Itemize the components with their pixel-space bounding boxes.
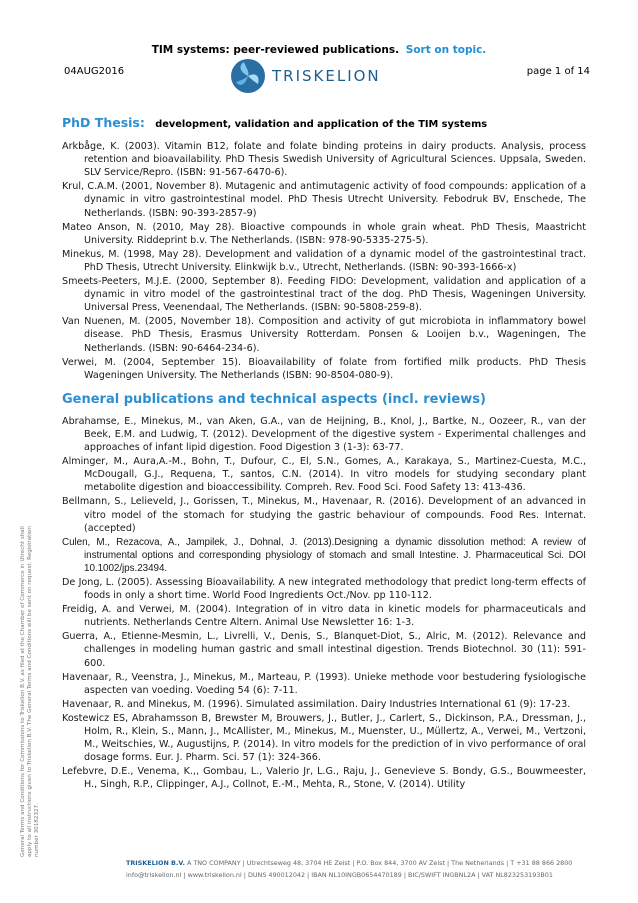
reference-item: Alminger, M., Aura,A.-M., Bohn, T., Dufour, C., El, S.N., Gomes, A., Karakaya, S., Martinez-Cuesta, M.C., McDougall, G.J., Requena, T., santos, C.N. (2014). In vitro models for studying secondary plant metabolite digestion and bioaccessibility. Compreh. Rev. Food Sci. Food Safety 13: 413-436. — [62, 456, 586, 494]
reference-item: Minekus, M. (1998, May 28). Development and validation of a dynamic model of the gastrointestinal tract. PhD Thesis, Utrecht University. Elinkwijk b.v., Utrecht, Netherlands. (ISBN: 90-393-1666-x) — [62, 248, 586, 273]
sort-link[interactable]: Sort on topic. — [405, 44, 487, 56]
phd-heading: PhD Thesis: — [62, 115, 145, 130]
footer-line-2: info@triskelion.nl | www.triskelion.nl | DUNS 490012042 | IBAN NL10INGB0654470189 | BIC/SWIFT INGBNL2A | VAT NL823253193B01 — [126, 870, 553, 879]
reference-item: Kostewicz ES, Abrahamsson B, Brewster M, Brouwers, J., Butler, J., Carlert, S., Dickinson, P.A., Dressman, J., Holm, R., Klein, S., Mann, J., McAllister, M., Minekus, M., Muenster, U., Müllertz, A., Verwei, M., Vertzoni, M., Weitschies, W., Augustijns, P. (2014). In vitro models for the prediction of in vivo performance of oral dosage forms. Eur. J. Pharm. Sci. 57 (1): 324-366. — [62, 712, 586, 764]
reference-item: Guerra, A., Etienne-Mesmin, L., Livrelli, V., Denis, S., Blanquet-Diot, S., Alric, M. (2012). Relevance and challenges in modeling human gastric and small intestinal digestion. Trends Biotechnol. 30 (11): 591-600. — [62, 631, 586, 669]
reference-item: Arkbåge, K. (2003). Vitamin B12, folate and folate binding proteins in dairy products. Analysis, process retention and bioavailability. PhD Thesis Swedish University of Agricultural Sciences. Uppsala, Sweden. SLV Service/Repro. (ISBN: 91-567-6470-6). — [62, 141, 586, 179]
phd-section-heading — [62, 116, 586, 131]
footer-company: TRISKELION B.V. — [126, 859, 185, 867]
reference-item: Havenaar, R. and Minekus, M. (1996). Simulated assimilation. Dairy Industries International 61 (9): 17-23. — [62, 698, 571, 710]
reference-item: Bellmann, S., Lelieveld, J., Gorissen, T., Minekus, M., Havenaar, R. (2016). Development of an advanced in vitro model of the stomach for studying the gastric behaviour of compounds. Food Res. Internat. (accepted) — [62, 496, 586, 534]
phd-subheading: development, validation and application of the TIM systems — [155, 119, 488, 130]
general-section-heading: General publications and technical aspects (incl. reviews) — [62, 391, 486, 407]
page-title-text: TIM systems: peer-reviewed publications. — [151, 44, 400, 56]
reference-item: De Jong, L. (2005). Assessing Bioavailability. A new integrated methodology that predict long-term effects of foods in only a short time. World Food Ingredients Oct./Nov. pp 110-112. — [62, 577, 586, 602]
page-number: page 1 of 14 — [526, 66, 590, 77]
terms-sidebar: General Terms and Conditions for Commissions to Triskelion B.V. as filed at the Chamber of Commerce in Utrecht shall apply to all instructions given to Triskelion B.V. The General Terms and Conditions will be sent on request. Registration number 30182327. — [20, 526, 41, 857]
reference-item: Krul, C.A.M. (2001, November 8). Mutagenic and antimutagenic activity of food compounds: application of a dynamic in vitro gastrointestinal model. PhD Thesis Utrecht University. Febodruk BV, Enschede, The Netherlands. (ISBN: 90-393-2857-9) — [62, 181, 586, 219]
footer — [126, 858, 572, 881]
reference-item: Verwei, M. (2004, September 15). Bioavailability of folate from fortified milk products. PhD Thesis Wageningen University. The Netherlands (ISBN: 90-8504-080-9). — [62, 356, 586, 381]
reference-item: Lefebvre, D.E., Venema, K.,, Gombau, L., Valerio Jr, L.G., Raju, J., Genevieve S. Bondy, G.S., Bouwmeester, H., Singh, R.P., Clippinger, A.J., Collnot, E.-M., Mehta, R., Stone, V. (2014). Utility — [62, 766, 586, 791]
reference-item: Smeets-Peeters, M.J.E. (2000, September 8). Feeding FIDO: Development, validation and application of a dynamic in vitro model of the gastrointestinal tract of the dog. PhD Thesis, Wageningen University. Universal Press, Veenendaal, The Netherlands. (ISBN: 90-5808-259-8). — [62, 276, 586, 314]
triskelion-logo — [230, 56, 381, 96]
logo-text: TRISKELION — [272, 67, 381, 85]
page-title — [0, 44, 638, 56]
triskelion-icon — [230, 58, 266, 94]
general-reference-list — [62, 415, 586, 792]
footer-address: A TNO COMPANY | Utrechtseweg 48, 3704 HE Zeist | P.O. Box 844, 3700 AV Zeist | The Netherlands | T +31 88 866 2800 — [186, 859, 573, 867]
reference-item: Mateo Anson, N. (2010, May 28). Bioactive compounds in whole grain wheat. PhD Thesis, Maastricht University. Riddeprint b.v. The Netherlands. (ISBN: 978-90-5335-275-5). — [62, 221, 586, 246]
phd-reference-list — [62, 140, 586, 382]
reference-item: Abrahamse, E., Minekus, M., van Aken, G.A., van de Heijning, B., Knol, J., Bartke, N., Oozeer, R., van der Beek, E.M. and Ludwig, T. (2012). Development of the digestive system - Experimental challenges and approaches of infant lipid digestion. Food Digestion 3 (1-3): 63-77. — [62, 415, 586, 454]
document-date: 04AUG2016 — [64, 66, 125, 77]
reference-item: Van Nuenen, M. (2005, November 18). Composition and activity of gut microbiota in inflammatory bowel disease. PhD Thesis, Erasmus University Rotterdam. Ponsen & Looijen b.v., Wageningen, The Netherlands. (ISBN: 90-6464-234-6). — [62, 316, 586, 354]
reference-item: Freidig, A. and Verwei, M. (2004). Integration of in vitro data in kinetic models for pharmaceuticals and nutrients. Netherlands Centre Altern. Animal Use Newsletter 16: 1-3. — [62, 604, 586, 629]
main-content — [62, 112, 586, 793]
reference-item: Havenaar, R., Veenstra, J., Minekus, M., Marteau, P. (1993). Unieke methode voor bestudering fysiologische aspecten van voeding. Voeding 54 (6): 7-11. — [62, 671, 586, 696]
footer-line-1 — [126, 858, 572, 870]
reference-item: Culen, M., Rezacova, A., Jampilek, J., Dohnal, J. (2013).Designing a dynamic dissolution method: A review of instrumental options and corresponding physiology of stomach and small Intestine. J. Pharmaceutical Sci. DOI 10.1002/jps.23494. — [62, 536, 586, 574]
